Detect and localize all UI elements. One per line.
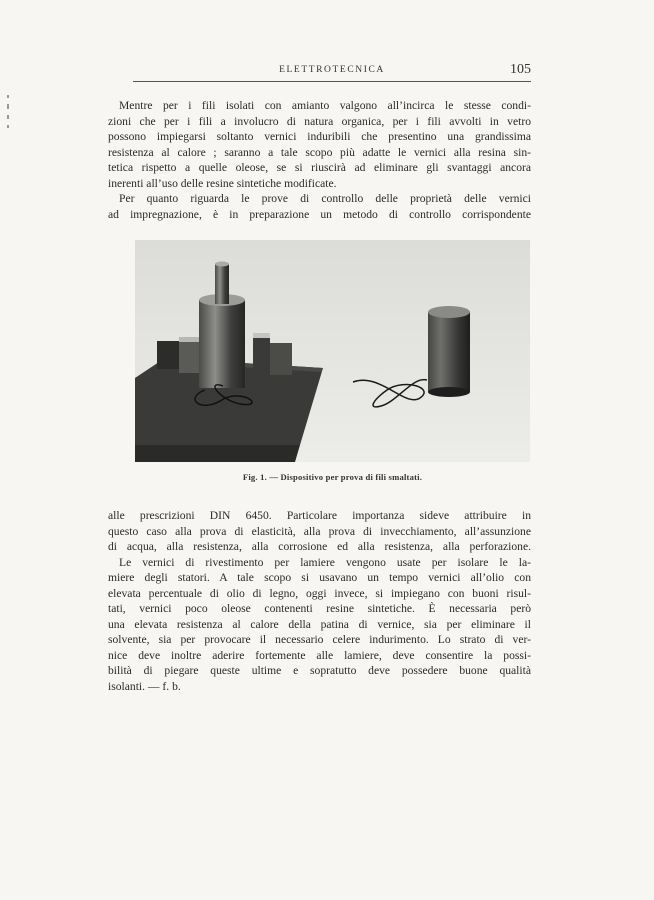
text-line: tetica rispetto a quelle oleose, se si riuscirà ad eliminare gli svantaggi ancora bbox=[108, 161, 531, 175]
paragraph-block-1 bbox=[108, 98, 531, 222]
text-line: miere degli statori. A tale scopo si usavano un tempo vernici all’olio con bbox=[108, 571, 531, 585]
text-line: zioni che per i fili a involucro di natura organica, per i fili avvolti in vetro bbox=[108, 114, 531, 128]
text-line: Le vernici di rivestimento per lamiere vengono usate per isolare le la- bbox=[119, 555, 531, 569]
paragraph-block-2 bbox=[108, 508, 531, 695]
text-line: questo caso alla prova di elasticità, alla prova di invecchiamento, all’assunzione bbox=[108, 524, 531, 538]
text-line: una elevata resistenza al calore della patina di vernice, sia per eliminare il bbox=[108, 617, 531, 631]
text-line: ad impregnazione, è in preparazione un metodo di controllo corrispondente bbox=[108, 207, 531, 221]
text-line: bilità di piegare queste ultime e sopratutto deve possedere buone qualità bbox=[108, 664, 531, 678]
text-line: isolanti. — f. b. bbox=[108, 680, 181, 694]
header-rule bbox=[133, 81, 531, 82]
margin-marks bbox=[6, 95, 10, 134]
text-line: inerenti all’uso delle resine sintetiche modificate. bbox=[108, 176, 337, 190]
text-line: nice deve inoltre aderire fortemente alle lamiere, deve consentire la possi- bbox=[108, 648, 531, 662]
text-line: alle prescrizioni DIN 6450. Particolare importanza sideve attribuire in bbox=[108, 509, 531, 522]
text-line: Mentre per i fili isolati con amianto valgono all’incirca le stesse condi- bbox=[119, 99, 531, 112]
enamelled-wire-test-apparatus-illustration bbox=[135, 240, 530, 462]
page-header bbox=[133, 62, 531, 80]
running-title: ELETTROTECNICA bbox=[279, 65, 385, 75]
text-line: resistenza al calore ; saranno a tale scopo più adatte le vernici alla resina sin- bbox=[108, 145, 531, 159]
page-number: 105 bbox=[510, 62, 531, 77]
text-line: Per quanto riguarda le prove di controllo delle proprietà delle vernici bbox=[119, 192, 531, 206]
figure-photo bbox=[135, 240, 530, 462]
text-line: elevata percentuale di olio di legno, oggi invece, si impiegano con buoni risul- bbox=[108, 586, 531, 600]
text-line: possono impiegarsi soltanto vernici induribili che presentino una grandissima bbox=[108, 130, 531, 144]
text-line: di acqua, alla resistenza, alla corrosione ed alla resistenza, alla perforazione. bbox=[108, 540, 531, 554]
text-line: tati, vernici poco oleose contenenti resine sintetiche. È necessaria però bbox=[108, 602, 531, 616]
text-line: solvente, sia per provocare il necessario celere indurimento. Lo strato di ver- bbox=[108, 633, 531, 647]
figure-caption: Fig. 1. — Dispositivo per prova di fili smaltati. bbox=[242, 472, 423, 482]
